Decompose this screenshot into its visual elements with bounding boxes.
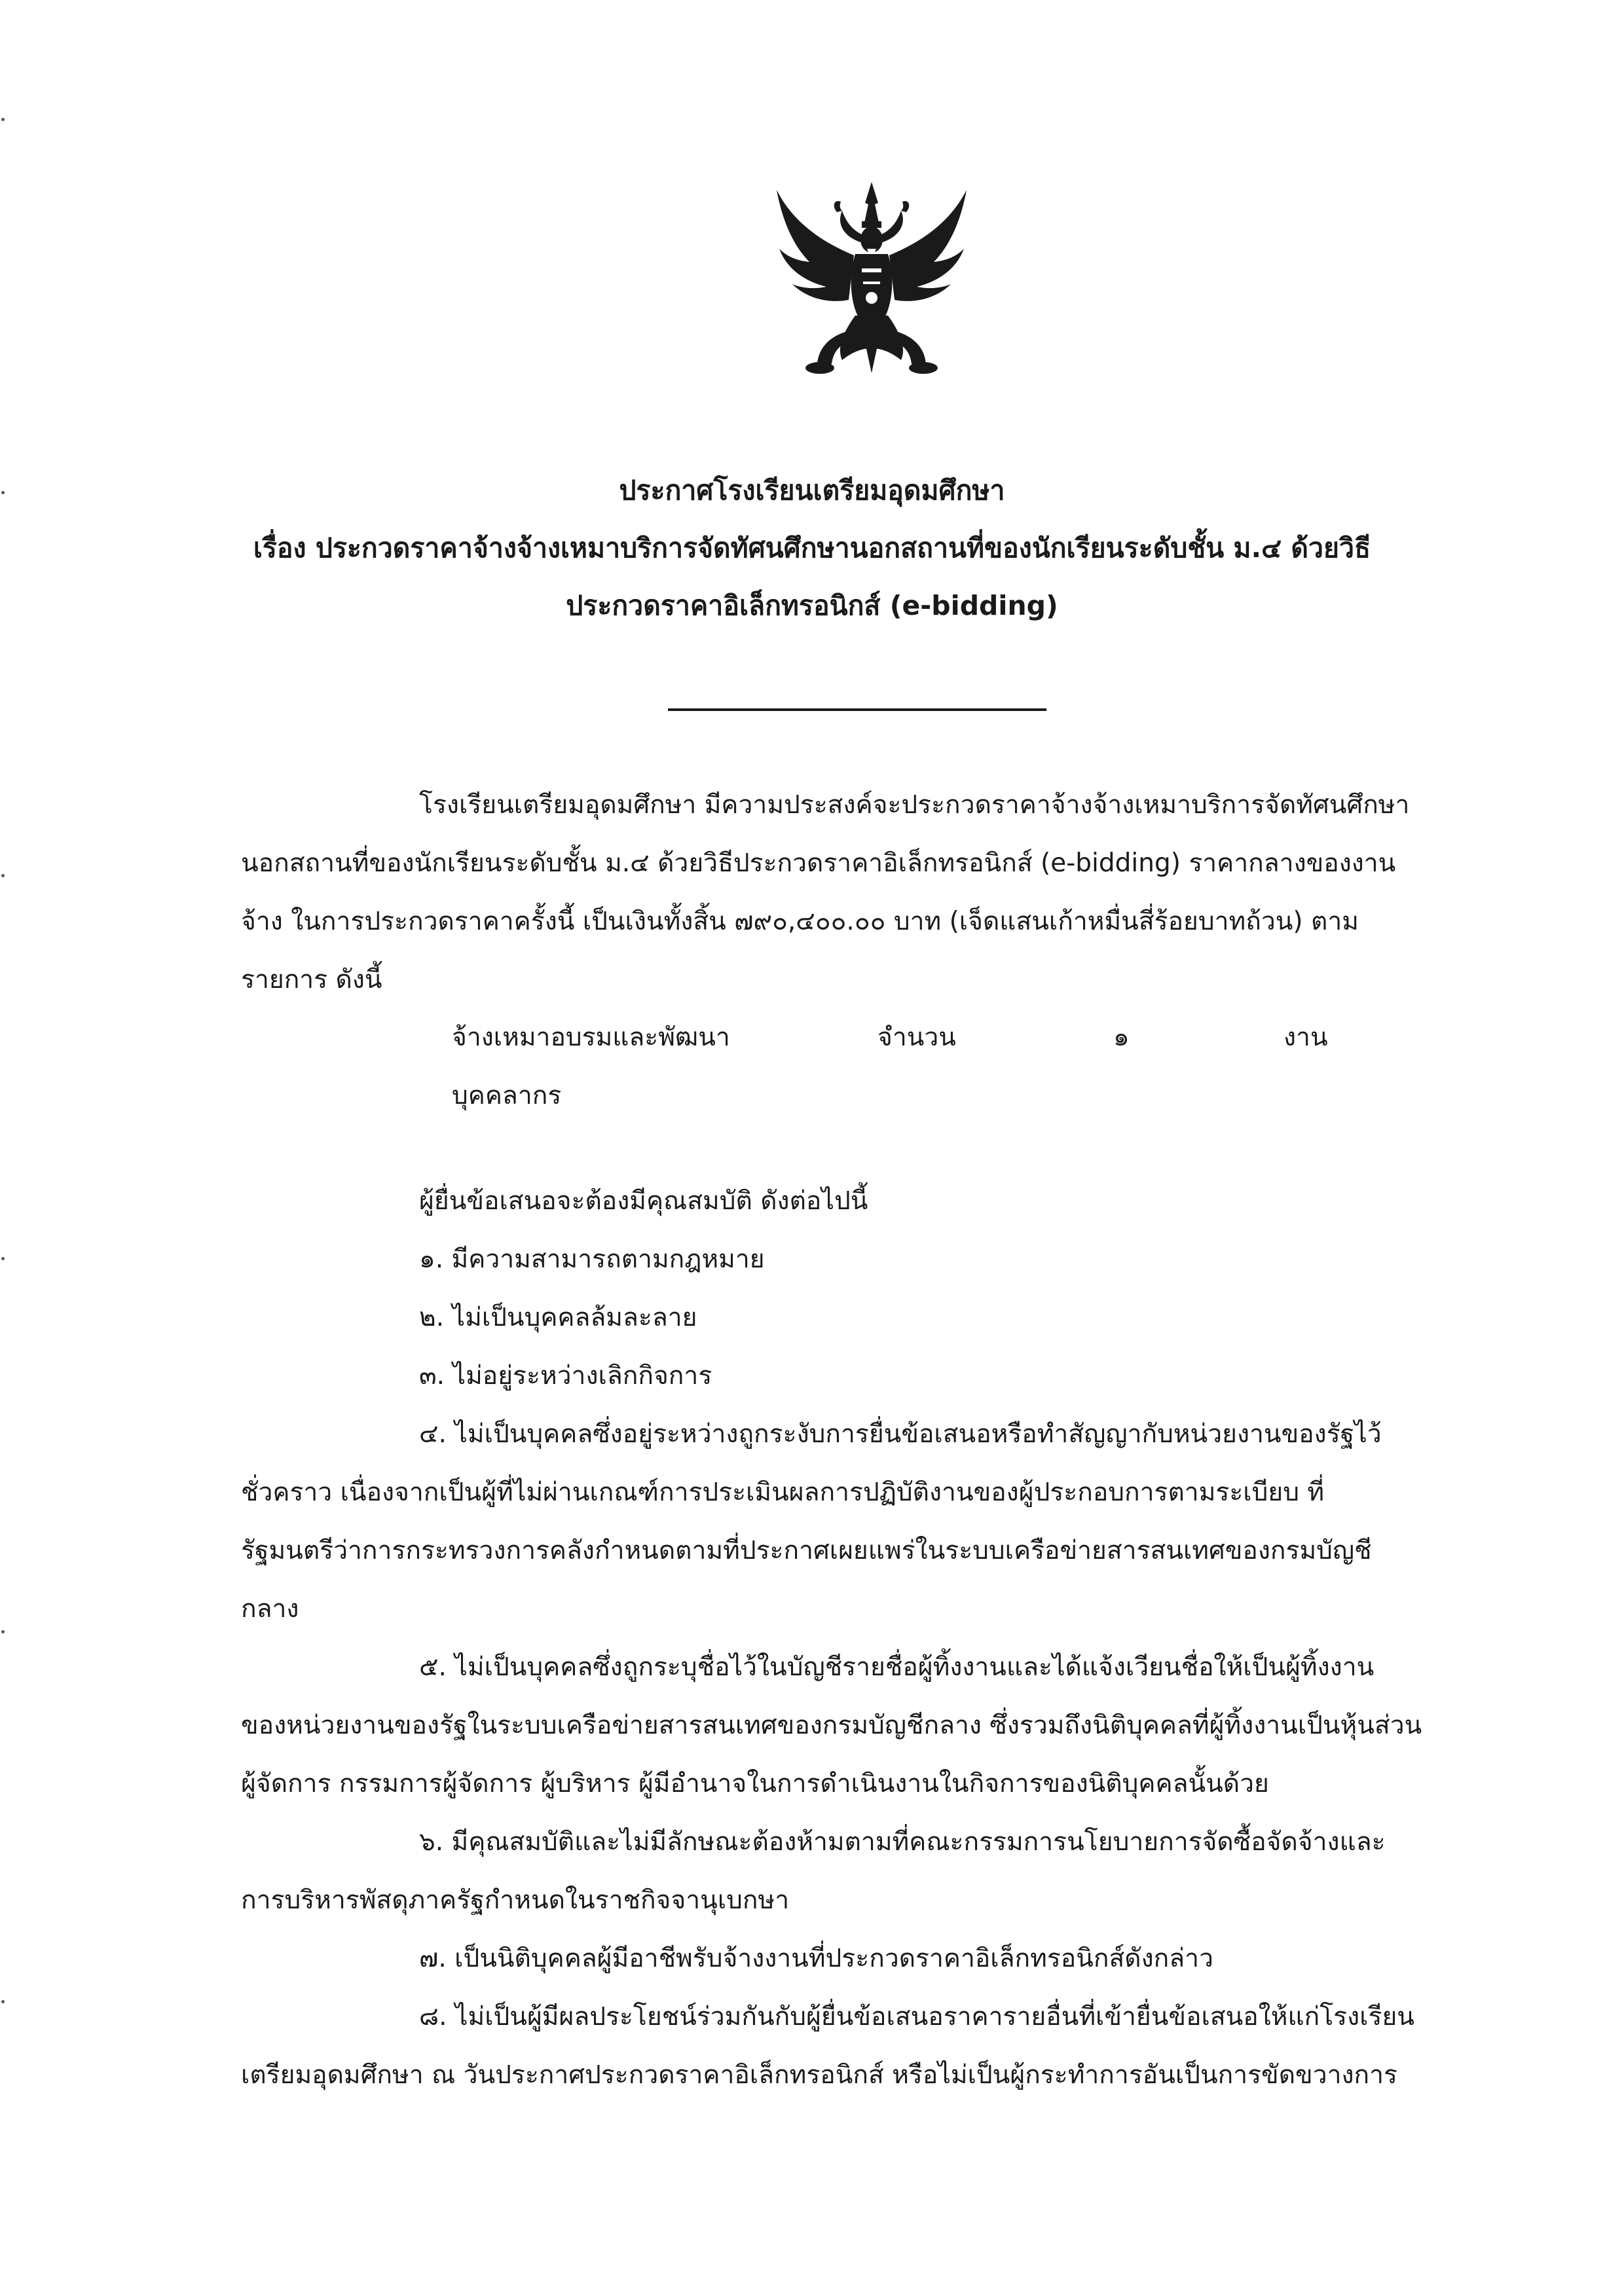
- scan-mark: [1, 1257, 5, 1260]
- intro-line-2: นอกสถานที่ของนักเรียนระดับชั้น ม.๔ ด้วยวิธีประกวดราคาอิเล็กทรอนิกส์ (e-bidding) ราคากลางของงาน: [241, 848, 1396, 878]
- qualification-3: ๓. ไม่อยู่ระหว่างเลิกกิจการ: [419, 1361, 712, 1391]
- qualification-8-line-1: ๘. ไม่เป็นผู้มีผลประโยชน์ร่วมกันกับผู้ยื่นข้อเสนอราคารายอื่นที่เข้ายื่นข้อเสนอให้แก่โรงเรียน: [419, 2002, 1414, 2032]
- qualification-6-line-1: ๖. มีคุณสมบัติและไม่มีลักษณะต้องห้ามตามที่คณะกรรมการนโยบายการจัดซื้อจัดจ้างและ: [419, 1827, 1386, 1857]
- qualification-5-line-2: ของหน่วยงานของรัฐในระบบเครือข่ายสารสนเทศของกรมบัญชีกลาง ซึ่งรวมถึงนิติบุคคลที่ผู้ทิ้งงานเป็นหุ้นส่วน: [241, 1711, 1422, 1740]
- qualification-4-line-2: ชั่วคราว เนื่องจากเป็นผู้ที่ไม่ผ่านเกณฑ์การประเมินผลการปฏิบัติงานของผู้ประกอบการตามระเบียบ ที่: [241, 1478, 1325, 1507]
- qualification-5-line-3: ผู้จัดการ กรรมการผู้จัดการ ผู้บริหาร ผู้มีอำนาจในการดำเนินงานในกิจการของนิติบุคคลนั้นด้วย: [241, 1769, 1269, 1798]
- intro-line-4: รายการ ดังนี้: [241, 965, 382, 994]
- scan-mark: [1, 1630, 5, 1633]
- intro-line-1: โรงเรียนเตรียมอุดมศึกษา มีความประสงค์จะประกวดราคาจ้างจ้างเหมาบริการจัดทัศนศึกษา: [419, 790, 1410, 820]
- title-line-3: ประกวดราคาอิเล็กทรอนิกส์ (e-bidding): [566, 590, 1058, 621]
- scan-mark: [1, 491, 5, 494]
- qualification-4-line-4: กลาง: [241, 1594, 299, 1624]
- qualification-1: ๑. มีความสามารถตามกฎหมาย: [419, 1245, 765, 1274]
- item-qty: ๑: [1113, 1023, 1130, 1052]
- item-qty-label: จำนวน: [877, 1023, 956, 1052]
- item-name-cont: บุคคลากร: [452, 1081, 562, 1110]
- scan-mark: [1, 874, 5, 877]
- scan-mark: [1, 118, 5, 121]
- qualification-5-line-1: ๕. ไม่เป็นบุคคลซึ่งถูกระบุชื่อไว้ในบัญชีรายชื่อผู้ทิ้งงานและได้แจ้งเวียนชื่อให้เป็นผู้ทิ้งงาน: [419, 1652, 1375, 1682]
- qualifications-heading: ผู้ยื่นข้อเสนอจะต้องมีคุณสมบัติ ดังต่อไปนี้: [419, 1186, 868, 1216]
- scan-mark: [1, 2000, 5, 2003]
- title-divider: [668, 708, 1046, 711]
- qualification-2: ๒. ไม่เป็นบุคคลล้มละลาย: [419, 1303, 697, 1332]
- intro-line-3: จ้าง ในการประกวดราคาครั้งนี้ เป็นเงินทั้งสิ้น ๗๙๐,๔๐๐.๐๐ บาท (เจ็ดแสนเก้าหมื่นสี่ร้อยบาทถ้วน) ตาม: [241, 907, 1359, 936]
- qualification-7: ๗. เป็นนิติบุคคลผู้มีอาชีพรับจ้างงานที่ประกวดราคาอิเล็กทรอนิกส์ดังกล่าว: [419, 1944, 1213, 1973]
- garuda-emblem-icon: [764, 177, 980, 380]
- title-line-2: เรื่อง ประกวดราคาจ้างจ้างเหมาบริการจัดทัศนศึกษานอกสถานที่ของนักเรียนระดับชั้น ม.๔ ด้วยวิธี: [253, 532, 1371, 564]
- item-unit: งาน: [1283, 1023, 1328, 1052]
- qualification-4-line-3: รัฐมนตรีว่าการกระทรวงการคลังกำหนดตามที่ประกาศเผยแพร่ในระบบเครือข่ายสารสนเทศของกรมบัญชี: [241, 1536, 1372, 1565]
- item-name: จ้างเหมาอบรมและพัฒนา: [452, 1023, 730, 1052]
- qualification-4-line-1: ๔. ไม่เป็นบุคคลซึ่งอยู่ระหว่างถูกระงับการยื่นข้อเสนอหรือทำสัญญากับหน่วยงานของรัฐไว้: [419, 1419, 1382, 1449]
- qualification-8-line-2: เตรียมอุดมศึกษา ณ วันประกาศประกวดราคาอิเล็กทรอนิกส์ หรือไม่เป็นผู้กระทำการอันเป็นการขัดขวางการ: [241, 2060, 1398, 2090]
- qualification-6-line-2: การบริหารพัสดุภาครัฐกำหนดในราชกิจจานุเบกษา: [241, 1886, 790, 1915]
- title-line-1: ประกาศโรงเรียนเตรียมอุดมศึกษา: [619, 475, 1005, 506]
- document-title: [118, 462, 1506, 634]
